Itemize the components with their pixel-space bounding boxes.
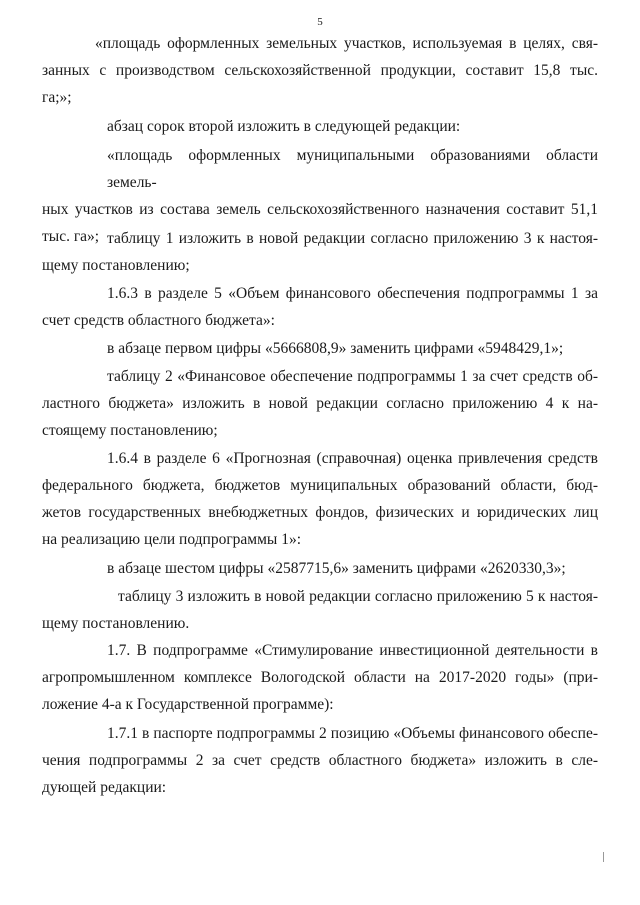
paragraph-line: чения подпрограммы 2 за счет средств областного бюджета» изложить в сле- [42, 752, 598, 769]
page-number: 5 [317, 16, 323, 28]
paragraph-line: занных с производством сельскохозяйственной продукции, составит 15,8 тыс. [42, 62, 598, 79]
paragraph-line: абзац сорок второй изложить в следующей редакции: [107, 118, 461, 135]
paragraph-line: тыс. га»; [42, 228, 100, 245]
paragraph-line: ных участков из состава земель сельскохозяйственного назначения составит 51,1 [42, 201, 598, 218]
paragraph-1 [42, 30, 598, 111]
paragraph-line: счет средств областного бюджета»: [42, 312, 275, 329]
paragraph-line: таблицу 2 «Финансовое обеспечение подпрограммы 1 за счет средств об- [107, 368, 598, 385]
paragraph-line: 1.6.4 в разделе 6 «Прогнозная (справочная) оценка привлечения средств [107, 450, 598, 467]
paragraph-11 [42, 637, 598, 718]
paragraph-line: 1.7. В подпрограмме «Стимулирование инвестиционной деятельности в [107, 642, 598, 659]
paragraph-line: агропромышленном комплексе Вологодской области на 2017-2020 годы» (при- [42, 669, 598, 686]
paragraph-line: га;»; [42, 89, 72, 106]
paragraph-9 [107, 555, 598, 582]
paragraph-line: ложение 4-а к Государственной программе): [42, 696, 334, 713]
paragraph-5 [42, 280, 598, 334]
paragraph-line: жетов государственных внебюджетных фондов, физических и юридических лиц [42, 504, 598, 521]
paragraph-8 [42, 445, 598, 553]
paragraph-line: 1.7.1 в паспорте подпрограммы 2 позицию «Объемы финансового обеспе- [107, 725, 598, 742]
paragraph-12 [42, 720, 598, 801]
paragraph-line: на реализацию цели подпрограммы 1»: [42, 531, 302, 548]
paragraph-line: стоящему постановлению; [42, 422, 218, 439]
paragraph-line: таблицу 3 изложить в новой редакции согласно приложению 5 к настоя- [118, 588, 598, 605]
paragraph-line: в абзаце шестом цифры «2587715,6» заменить цифрами «2620330,3»; [107, 560, 566, 577]
paragraph-line: таблицу 1 изложить в новой редакции согласно приложению 3 к настоя- [107, 230, 598, 247]
paragraph-line: «площадь оформленных муниципальными образованиями области земель- [107, 147, 598, 191]
paragraph-line: «площадь оформленных земельных участков, используемая в целях, свя- [95, 35, 598, 52]
scan-edge-mark [603, 852, 604, 862]
paragraph-line: в абзаце первом цифры «5666808,9» заменить цифрами «5948429,1»; [107, 340, 564, 357]
paragraph-6 [107, 335, 598, 362]
paragraph-line: щему постановлению; [42, 257, 190, 274]
paragraph-line: 1.6.3 в разделе 5 «Объем финансового обеспечения подпрограммы 1 за [107, 285, 598, 302]
paragraph-2 [107, 113, 598, 140]
paragraph-line: ластного бюджета» изложить в новой редакции согласно приложению 4 к на- [42, 395, 598, 412]
paragraph-line: щему постановлению. [42, 615, 190, 632]
paragraph-line: дующей редакции: [42, 779, 167, 796]
paragraph-10 [42, 583, 598, 637]
paragraph-7 [42, 363, 598, 444]
paragraph-line: федерального бюджета, бюджетов муниципальных образований области, бюд- [42, 477, 598, 494]
